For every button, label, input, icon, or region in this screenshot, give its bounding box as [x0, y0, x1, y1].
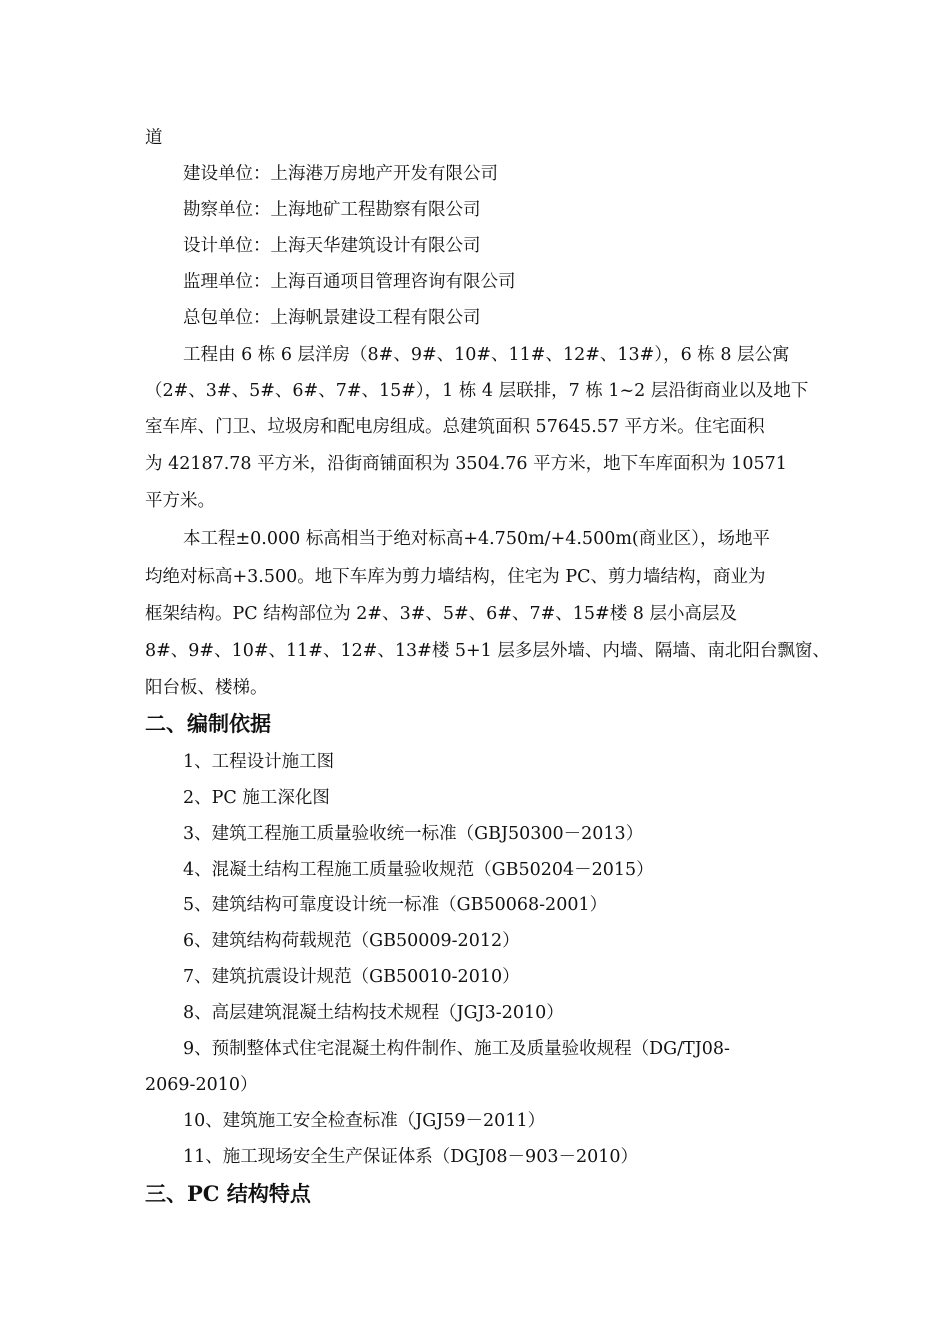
basis-item-7: 7、建筑抗震设计规范（GB50010-2010）	[183, 967, 520, 987]
unit-construction: 建设单位：上海港万房地产开发有限公司	[183, 164, 498, 184]
section-heading-basis: 二、编制依据	[145, 711, 271, 736]
basis-item-9-continued: 2069-2010）	[145, 1075, 258, 1095]
unit-design: 设计单位：上海天华建筑设计有限公司	[183, 236, 481, 256]
unit-supervision: 监理单位：上海百通项目管理咨询有限公司	[183, 272, 516, 292]
para2-line-1: 本工程±0.000 标高相当于绝对标高+4.750m/+4.500m(商业区），场地平	[183, 529, 771, 549]
para1-line-1: 工程由 6 栋 6 层洋房（8#、9#、10#、11#、12#、13#），6 栋 8 层公寓	[183, 345, 790, 365]
basis-item-8: 8、高层建筑混凝土结构技术规程（JGJ3-2010）	[183, 1003, 564, 1023]
section-heading-pc-features: 三、PC 结构特点	[145, 1181, 311, 1206]
para2-line-5: 阳台板、楼梯。	[145, 678, 268, 698]
para2-line-2: 均绝对标高+3.500。地下车库为剪力墙结构，住宅为 PC、剪力墙结构，商业为	[145, 567, 766, 587]
para1-line-2: （2#、3#、5#、6#、7#、15#），1 栋 4 层联排，7 栋 1~2 层沿街商业以及地下	[145, 381, 809, 401]
basis-item-2: 2、PC 施工深化图	[183, 788, 330, 808]
continuation-text: 道	[145, 128, 163, 148]
unit-survey: 勘察单位：上海地矿工程勘察有限公司	[183, 200, 481, 220]
basis-item-4: 4、混凝土结构工程施工质量验收规范（GB50204－2015）	[183, 860, 654, 880]
para1-line-3: 室车库、门卫、垃圾房和配电房组成。总建筑面积 57645.57 平方米。住宅面积	[145, 417, 765, 437]
basis-item-3: 3、建筑工程施工质量验收统一标准（GBJ50300－2013）	[183, 824, 644, 844]
para2-line-4: 8#、9#、10#、11#、12#、13#楼 5+1 层多层外墙、内墙、隔墙、南北阳台飘窗、	[145, 641, 830, 661]
basis-item-10: 10、建筑施工安全检查标准（JGJ59－2011）	[183, 1111, 546, 1131]
basis-item-5: 5、建筑结构可靠度设计统一标准（GB50068-2001）	[183, 895, 608, 915]
basis-item-1: 1、工程设计施工图	[183, 752, 335, 772]
basis-item-9: 9、预制整体式住宅混凝土构件制作、施工及质量验收规程（DG/TJ08-	[183, 1039, 730, 1059]
basis-item-11: 11、施工现场安全生产保证体系（DGJ08－903－2010）	[183, 1147, 638, 1167]
para1-line-5: 平方米。	[145, 491, 215, 511]
basis-item-6: 6、建筑结构荷载规范（GB50009-2012）	[183, 931, 520, 951]
para2-line-3: 框架结构。PC 结构部位为 2#、3#、5#、6#、7#、15#楼 8 层小高层及	[145, 604, 737, 624]
para1-line-4: 为 42187.78 平方米，沿街商铺面积为 3504.76 平方米，地下车库面积为 10571	[145, 454, 787, 474]
unit-contractor: 总包单位：上海帆景建设工程有限公司	[183, 308, 481, 328]
